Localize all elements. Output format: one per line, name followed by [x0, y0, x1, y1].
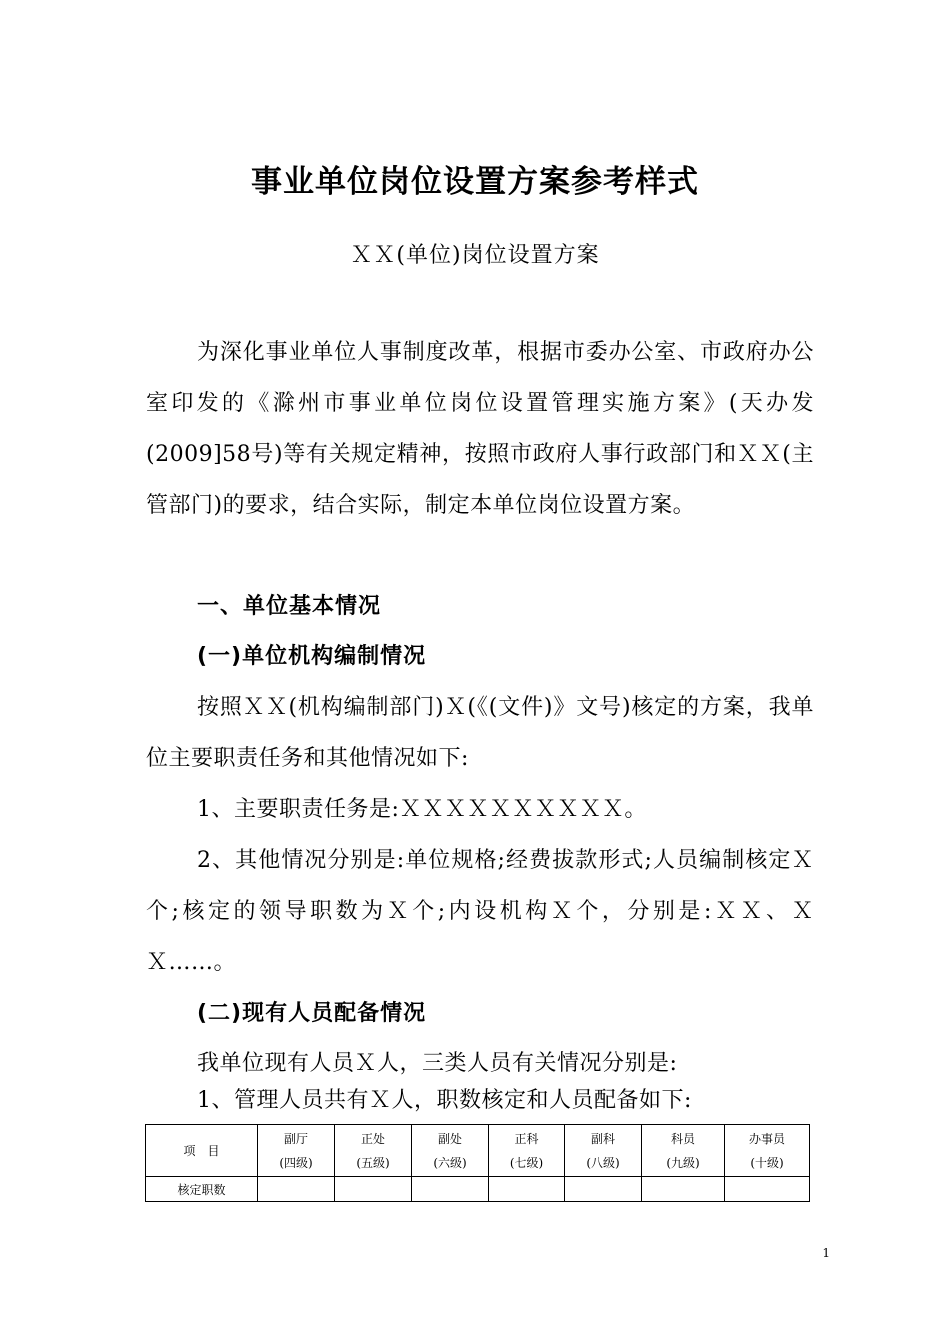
column-level: (十级): [750, 1155, 784, 1170]
table-header-row: [146, 1125, 810, 1177]
list-item-other-info: 2、其他情况分别是:单位规格;经费拔款形式;人员编制核定Ｘ个;核定的领导职数为Ｘ个;内设机构Ｘ个，分别是:ＸＸ、ＸＸ……。: [146, 848, 814, 975]
table-cell: [565, 1177, 642, 1202]
column-name: 副科: [590, 1131, 615, 1146]
table-header-cell: [258, 1125, 335, 1177]
table-header-label: 项 目: [146, 1125, 258, 1177]
document-subtitle: ＸＸ(单位)岗位设置方案: [350, 243, 600, 268]
subsection-heading-staff: (二)现有人员配备情况: [197, 1001, 427, 1026]
org-basis-paragraph: 按照ＸＸ(机构编制部门)Ｘ(《(文件)》文号)核定的方案，我单位主要职责任务和其他情况如下:: [146, 695, 814, 771]
table-header-cell: [335, 1125, 412, 1177]
table-cell: [725, 1177, 810, 1202]
table-header-cell: [565, 1125, 642, 1177]
mgmt-intro-paragraph: 1、管理人员共有Ｘ人，职数核定和人员配备如下:: [197, 1088, 692, 1113]
column-name: 科员: [670, 1131, 695, 1146]
column-name: 办事员: [748, 1131, 785, 1146]
list-item-main-duties: 1、主要职责任务是:ＸＸＸＸＸＸＸＸＸＸ。: [197, 797, 647, 822]
table-header-cell: [489, 1125, 565, 1177]
page-number: 1: [822, 1246, 830, 1260]
table-row: [146, 1177, 810, 1202]
section-heading-basic-info: 一、单位基本情况: [197, 594, 382, 619]
column-name: 副处: [437, 1131, 462, 1146]
table-row-label: 核定职数: [146, 1177, 258, 1202]
column-level: (八级): [586, 1155, 620, 1170]
table-cell: [489, 1177, 565, 1202]
column-level: (四级): [279, 1155, 313, 1170]
column-level: (九级): [666, 1155, 700, 1170]
table-cell: [258, 1177, 335, 1202]
column-name: 正处: [360, 1131, 385, 1146]
intro-paragraph: 为深化事业单位人事制度改革，根据市委办公室、市政府办公室印发的《滁州市事业单位岗位设置管理实施方案》(天办发(2009]58号)等有关规定精神，按照市政府人事行政部门和ＸＸ(主管部门)的要求，结合实际，制定本单位岗位设置方案。: [146, 340, 814, 518]
column-level: (七级): [509, 1155, 544, 1170]
document-title: 事业单位岗位设置方案参考样式: [251, 164, 699, 200]
staff-intro-paragraph: 我单位现有人员Ｘ人，三类人员有关情况分别是:: [197, 1051, 678, 1076]
table-header-cell: [412, 1125, 489, 1177]
table-header-cell: [642, 1125, 725, 1177]
subsection-heading-org: (一)单位机构编制情况: [197, 644, 427, 669]
column-level: (五级): [356, 1155, 390, 1170]
table-cell: [412, 1177, 489, 1202]
column-name: 正科: [514, 1131, 539, 1146]
table-cell: [335, 1177, 412, 1202]
table-cell: [642, 1177, 725, 1202]
table-header-cell: [725, 1125, 810, 1177]
staffing-table: [145, 1124, 810, 1202]
column-name: 副厅: [283, 1131, 308, 1146]
column-level: (六级): [433, 1155, 467, 1170]
